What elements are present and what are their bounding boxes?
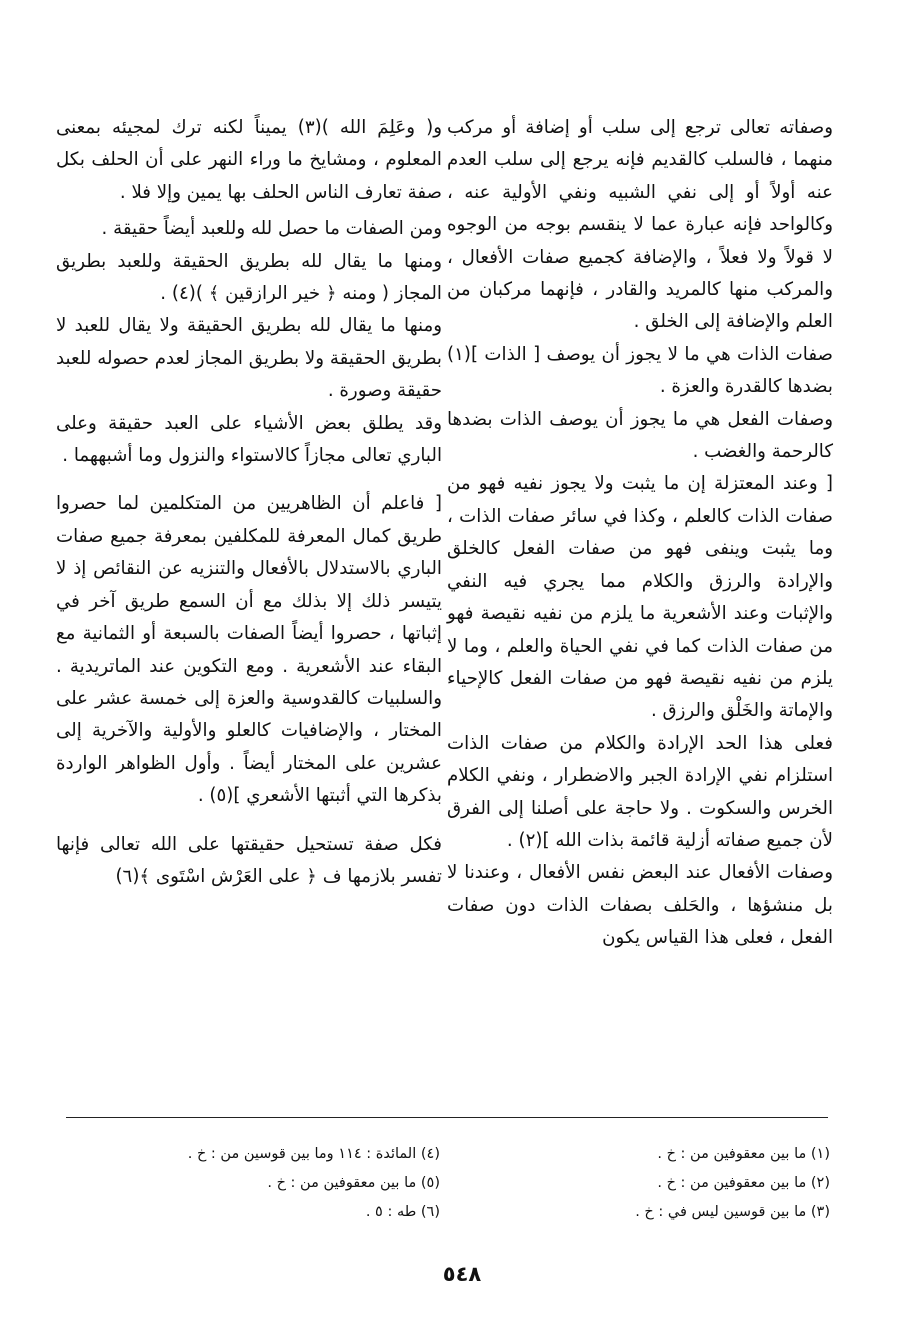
- footnote: (١) ما بين معقوفين من : خ .: [657, 1146, 830, 1162]
- footnotes-right: [450, 1140, 830, 1227]
- right-column: [447, 112, 833, 955]
- footnote: (٦) طه : ٥ .: [365, 1204, 440, 1220]
- paragraph: وقد يطلق بعض الأشياء على العبد حقيقة وعلى الباري تعالى مجازاً كالاستواء والنزول وما أشبههما .: [56, 412, 442, 467]
- page-number: ٥٤٨: [442, 1262, 482, 1286]
- footnote: (٢) ما بين معقوفين من : خ .: [657, 1175, 830, 1191]
- footnote: (٤) المائدة : ١١٤ وما بين قوسين من : خ .: [187, 1146, 440, 1162]
- paragraph: ومنها ما يقال لله بطريق الحقيقة وللعبد بطريق المجاز ( ومنه ﴿ خير الرازقين ﴾ )(٤) .: [56, 250, 442, 305]
- paragraph: وصفاته تعالى ترجع إلى سلب أو إضافة أو مركب منهما ، فالسلب كالقديم فإنه يرجع إلى سلب العدم عنه أولاً أو إلى نفي الشبيه ونفي الأولية عنه ، وكالواحد فإنه عبارة عما لا ينقسم بوجه من الوجوه لا قولاً ولا فعلاً ، والإضافة كجميع صفات الأفعال ، والمركب منها كالمريد والقادر ، فإنهما مركبان من العلم والإضافة إلى الخلق .: [447, 117, 833, 333]
- footnotes-left: [60, 1140, 440, 1227]
- paragraph: فعلى هذا الحد الإرادة والكلام من صفات الذات استلزام نفي الإرادة الجبر والاضطرار ، ونفي الكلام الخرس والسكوت . ولا حاجة على أصلنا إلى الفرق لأن جميع صفاته أزلية قائمة بذات الله ](٢) .: [447, 732, 833, 851]
- left-column: [56, 112, 442, 893]
- paragraph: و( وعَلِمَ الله )(٣) يميناً لكنه ترك لمجيئه بمعنى المعلوم ، ومشايخ ما وراء النهر على أن الحلف بكل صفة تعارف الناس الحلف بها يمين وإلا فلا .: [56, 117, 442, 203]
- paragraph: صفات الذات هي ما لا يجوز أن يوصف [ الذات ](١) بضدها كالقدرة والعزة .: [447, 343, 833, 398]
- footnote-divider: [66, 1117, 828, 1118]
- paragraph: وصفات الفعل هي ما يجوز أن يوصف الذات بضدها كالرحمة والغضب .: [447, 408, 833, 463]
- paragraph: وصفات الأفعال عند البعض نفس الأفعال ، وعندنا لا بل منشؤها ، والحَلف بصفات الذات دون صفات الفعل ، فعلى هذا القياس يكون: [447, 862, 833, 949]
- paragraph: [ فاعلم أن الظاهريين من المتكلمين لما حصروا طريق كمال المعرفة للمكلفين بمعرفة جميع صفات الباري بالاستدلال بالأفعال والتنزيه عن النقائص إذ لا يتيسر ذلك إلا بذلك مع أن السمع طريق آخر في إثباتها ، حصروا أيضاً الصفات بالسبعة أو الثمانية مع البقاء عند الأشعرية . ومع التكوين عند الماتريدية . والسلبيات كالقدوسية والعزة إلى خمسة عشر على المختار ، والإضافيات كالعلو والأولية والآخرية إلى عشرين على المختار أيضاً . وأول الظواهر الواردة بذكرها التي أثبتها الأشعري ](٥) .: [56, 493, 442, 807]
- paragraph: ومنها ما يقال لله بطريق الحقيقة ولا يقال للعبد لا بطريق الحقيقة ولا بطريق المجاز لعدم حصوله للعبد حقيقة وصورة .: [56, 315, 442, 402]
- paragraph: فكل صفة تستحيل حقيقتها على الله تعالى فإنها تفسر بلازمها ف ﴿ على العَرْش اسْتَوى ﴾(٦): [56, 833, 442, 887]
- paragraph: [ وعند المعتزلة إن ما يثبت ولا يجوز نفيه فهو من صفات الذات كالعلم ، وكذا في سائر صفات الذات ، وما يثبت وينفى فهو من صفات الفعل كالخلق والإرادة والرزق والكلام مما يجري فيه النفي والإثبات وعند الأشعرية ما يلزم من نفيه نقيصة فهو من صفات الذات كما في نفي الحياة والعلم ، وما لا يلزم من نفيه نقيصة فهو من صفات الفعل كالإحياء والإماتة والخَلْق والرزق .: [447, 473, 833, 722]
- paragraph: ومن الصفات ما حصل لله وللعبد أيضاً حقيقة .: [101, 218, 442, 240]
- footnote: (٥) ما بين معقوفين من : خ .: [267, 1175, 440, 1191]
- footnote: (٣) ما بين قوسين ليس في : خ .: [635, 1204, 830, 1220]
